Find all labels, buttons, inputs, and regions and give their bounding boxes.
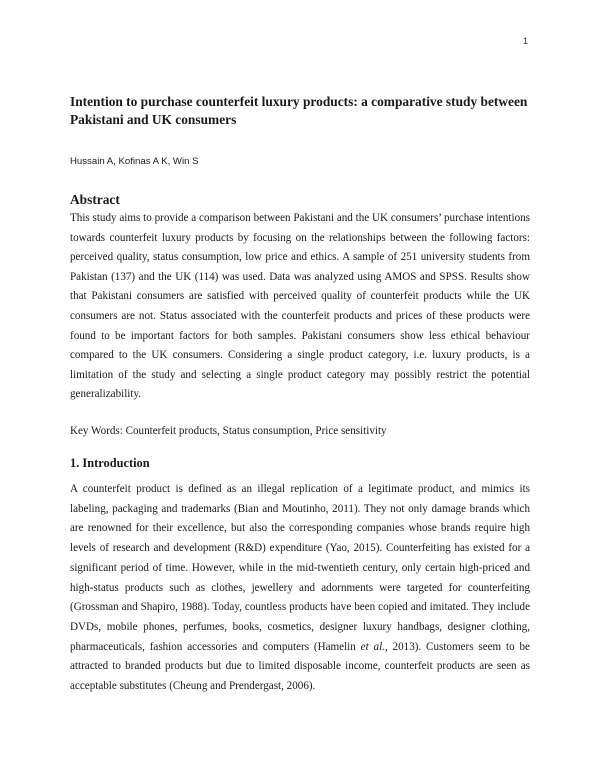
introduction-heading: 1. Introduction [70, 456, 150, 470]
paper-title: Intention to purchase counterfeit luxury products: a comparative study between Pakistani and UK consumers [70, 94, 528, 127]
introduction-text-1: A counterfeit product is defined as an illegal replication of a legitimate product, and mimics its labeling, packaging and trademarks (Bian and Moutinho, 2011). They not only damage brands which are renowned for their excellence, but also the corresponding companies whose brands require high levels of research and development (R&D) expenditure (Yao, 2015). Counterfeiting has existed for a significant period of time. However, while in the mid-twentieth century, only certain high-priced and high-status products such as clothes, jewellery and adornments were targeted for counterfeiting (Grossman and Shapiro, 1988). Today, countless products have been copied and imitated. They include DVDs, mobile phones, perfumes, books, cosmetics, designer luxury handbags, designer clothing, pharmaceuticals, fashion accessories and computers (Hamelin [70, 483, 530, 653]
page-number: 1 [522, 36, 528, 46]
abstract-heading: Abstract [70, 192, 120, 207]
introduction-body [70, 480, 530, 697]
introduction-italic-citation: et al. [360, 640, 385, 653]
author-list: Hussain A, Kofinas A K, Win S [70, 156, 199, 167]
introduction-text-2: , 2013). Customers seem to be attracted to branded products but due to limited disposable income, counterfeit products are seen as acceptable substitutes (Cheung and Prendergast, 2006). [70, 640, 530, 693]
keywords: Key Words: Counterfeit products, Status consumption, Price sensitivity [70, 425, 387, 437]
abstract-body: This study aims to provide a comparison between Pakistani and the UK consumers’ purchase intentions towards counterfeit luxury products by focusing on the relationships between the following factors: perceived quality, status consumption, low price and ethics. A sample of 251 university students from Pakistan (137) and the UK (114) was used. Data was analyzed using AMOS and SPSS. Results show that Pakistani consumers are satisfied with perceived quality of counterfeit products while the UK consumers are not. Status associated with the counterfeit products and prices of these products were found to be important factors for both samples. Pakistani consumers show less ethical behaviour compared to the UK consumers. Considering a single product category, i.e. luxury products, is a limitation of the study and selecting a single product category may possibly restrict the potential generalizability. [70, 212, 530, 401]
